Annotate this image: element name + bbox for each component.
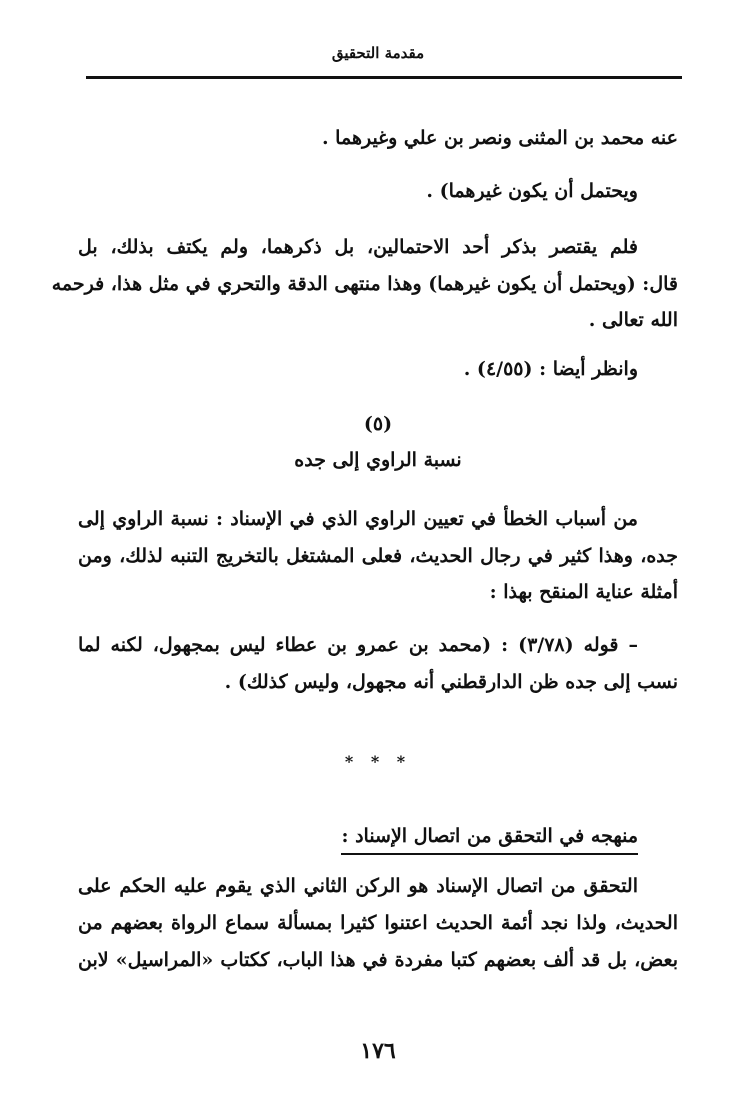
text-line: الله تعالى . — [588, 309, 678, 331]
page-number: ١٧٦ — [360, 1038, 396, 1064]
subsection-heading — [341, 822, 638, 855]
text-line: جده، وهذا كثير في رجال الحديث، فعلى المشتغل بالتخريج التنبه لذلك، ومن — [78, 545, 678, 567]
text-line: بعض، بل قد ألف بعضهم كتبا مفردة في هذا الباب، ككتاب «المراسيل» لابن — [78, 949, 678, 971]
text-line: وانظر أيضا : (٤/٥٥) . — [463, 358, 638, 380]
text-line: الحديث، ولذا نجد أئمة الحديث اعتنوا كثيرا بمسألة سماع الرواة بعضهم من — [78, 912, 678, 934]
header-rule — [86, 76, 682, 79]
section-number: (٥) — [363, 413, 393, 435]
section-title: نسبة الراوي إلى جده — [294, 449, 462, 471]
text-line: نسب إلى جده ظن الدارقطني أنه مجهول، وليس كذلك) . — [224, 671, 678, 693]
text-line: ويحتمل أن يكون غيرهما) . — [426, 180, 638, 202]
text-line: – قوله (٣/٧٨) : (محمد بن عمرو بن عطاء ليس بمجهول، لكنه لما — [78, 634, 639, 656]
text-line: من أسباب الخطأ في تعيين الراوي الذي في الإسناد : نسبة الراوي إلى — [78, 508, 638, 530]
text-line: التحقق من اتصال الإسناد هو الركن الثاني الذي يقوم عليه الحكم على — [78, 875, 638, 897]
text-line: عنه محمد بن المثنى ونصر بن علي وغيرهما . — [321, 127, 678, 149]
running-header: مقدمة التحقيق — [331, 44, 425, 62]
text-line: قال: (ويحتمل أن يكون غيرهما) وهذا منتهى الدقة والتحري في مثل هذا، فرحمه — [51, 273, 678, 295]
text-line: فلم يقتصر بذكر أحد الاحتمالين، بل ذكرهما، ولم يكتف بذلك، بل — [78, 236, 638, 258]
text-line: أمثلة عناية المنقح بهذا : — [489, 581, 678, 603]
subsection-heading-text: منهجه في التحقق من اتصال الإسناد : — [341, 822, 638, 855]
section-divider: * * * — [344, 752, 412, 771]
